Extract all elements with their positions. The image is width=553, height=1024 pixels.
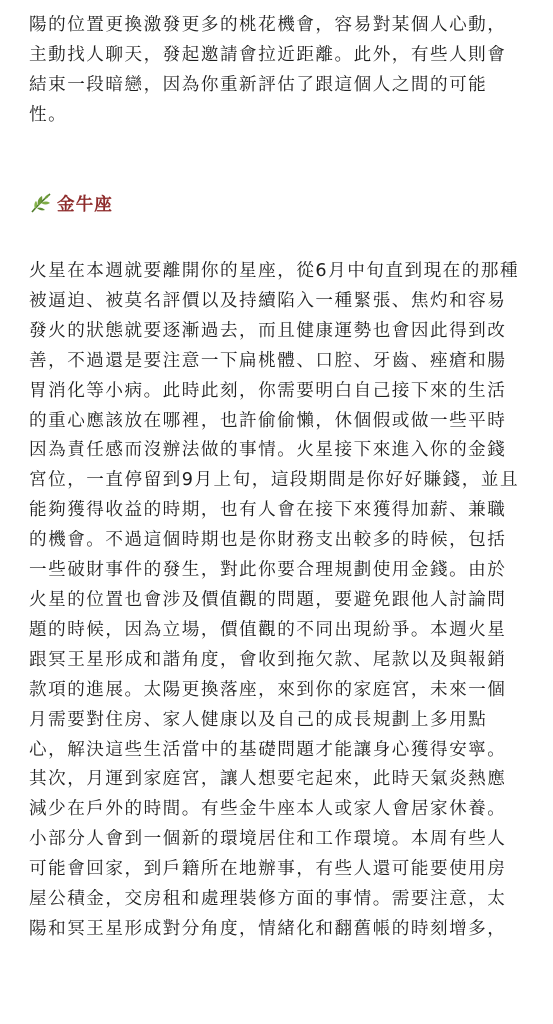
- herb-leaf-icon: [29, 191, 53, 215]
- paragraph-line: 結束一段暗戀，因為你重新評估了跟這個人之間的可能: [29, 74, 488, 95]
- paragraph-line: 陽和冥王星形成對分角度，情緒化和翻舊帳的時刻增多，: [29, 918, 507, 939]
- paragraph-line: 主動找人聊天，發起邀請會拉近距離。此外，有些人則會: [29, 44, 507, 65]
- paragraph-line: 火星的位置也會涉及價值觀的問題，要避免跟他人討論問: [29, 589, 507, 610]
- paragraph-line: 一些破財事件的發生，對此你要合理規劃使用金錢。由於: [29, 560, 507, 581]
- paragraph-line: 能夠獲得收益的時期，也有人會在接下來獲得加薪、兼職: [29, 500, 507, 521]
- paragraph-line: 陽的位置更換激發更多的桃花機會，容易對某個人心動，: [29, 15, 507, 35]
- paragraph-line: 減少在戶外的時間。有些金牛座本人或家人會居家休養。: [29, 799, 507, 820]
- paragraph-line: 心，解決這些生活當中的基礎問題才能讓身心獲得安寧。: [29, 739, 507, 760]
- paragraph-line: 火星在本週就要離開你的星座，從6月中旬直到現在的那種: [29, 261, 520, 281]
- paragraph-line: 小部分人會到一個新的環境居住和工作環境。本周有些人: [29, 829, 507, 850]
- paragraph-line: 宮位，一直停留到9月上旬，這段期間是你好好賺錢，並且: [29, 470, 520, 491]
- paragraph-line: 的機會。不過這個時期也是你財務支出較多的時候，包括: [29, 530, 507, 551]
- paragraph-line: 善，不過還是要注意一下扁桃體、口腔、牙齒、痤瘡和腸: [29, 350, 507, 371]
- paragraph-line: 款項的進展。太陽更換落座，來到你的家庭宮，未來一個: [29, 679, 507, 700]
- paragraph-line: 的重心應該放在哪裡，也許偷偷懶，休個假或做一些平時: [29, 410, 507, 431]
- paragraph-line: 胃消化等小病。此時此刻，你需要明白自己接下來的生活: [29, 380, 507, 401]
- section-title: 金牛座: [57, 194, 113, 215]
- paragraph-line: 可能會回家，到戶籍所在地辦事，有些人還可能要使用房: [29, 859, 507, 880]
- paragraph-line: 性。: [29, 104, 68, 125]
- paragraph-line: 被逼迫、被莫名評價以及持續陷入一種緊張、焦灼和容易: [29, 290, 507, 311]
- paragraph-line: 跟冥王星形成和諧角度，會收到拖欠款、尾款以及與報銷: [29, 649, 507, 670]
- paragraph-line: 發火的狀態就要逐漸過去，而且健康運勢也會因此得到改: [29, 320, 507, 341]
- paragraph-line: 因為責任感而沒辦法做的事情。火星接下來進入你的金錢: [29, 440, 507, 461]
- section-heading: [29, 188, 113, 218]
- intro-paragraph: [29, 11, 529, 131]
- body-paragraph: [29, 257, 529, 945]
- paragraph-line: 其次，月運到家庭宮，讓人想要宅起來，此時天氣炎熱應: [29, 769, 507, 790]
- paragraph-line: 屋公積金，交房租和處理裝修方面的事情。需要注意，太: [29, 889, 507, 910]
- paragraph-line: 月需要對住房、家人健康以及自己的成長規劃上多用點: [29, 709, 488, 730]
- paragraph-line: 題的時候，因為立場，價值觀的不同出現紛爭。本週火星: [29, 619, 507, 640]
